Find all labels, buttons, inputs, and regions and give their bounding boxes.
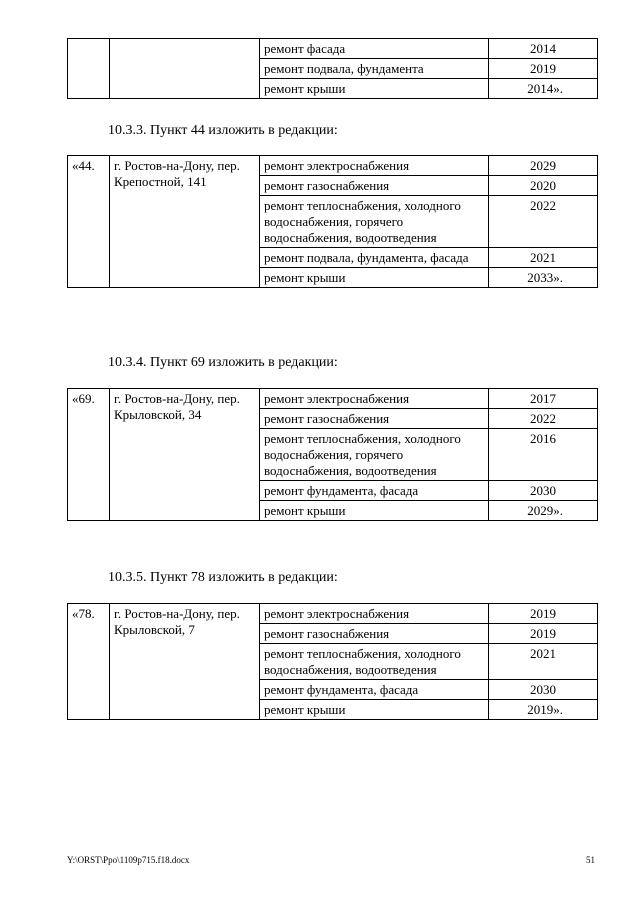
year-cell: 2021 [489, 644, 598, 680]
work-cell: ремонт электроснабжения [260, 156, 489, 176]
section-table [67, 388, 598, 521]
year-cell: 2019 [489, 59, 598, 79]
year-cell: 2014 [489, 39, 598, 59]
address-cell: г. Ростов-на-Дону, пер. Крыловской, 34 [110, 389, 260, 521]
work-cell: ремонт фасада [260, 39, 489, 59]
address-cell: г. Ростов-на-Дону, пер. Крыловской, 7 [110, 604, 260, 720]
section-table [67, 155, 598, 288]
number-cell [68, 39, 110, 99]
year-cell: 2033». [489, 268, 598, 288]
item-number: «44. [68, 156, 110, 288]
page-number: 51 [586, 855, 595, 865]
address-cell [110, 39, 260, 99]
year-cell: 2021 [489, 248, 598, 268]
year-cell: 2022 [489, 196, 598, 248]
work-cell: ремонт подвала, фундамента [260, 59, 489, 79]
item-number: «69. [68, 389, 110, 521]
work-cell: ремонт крыши [260, 501, 489, 521]
section-heading: 10.3.5. Пункт 78 изложить в редакции: [108, 570, 338, 585]
work-cell: ремонт газоснабжения [260, 409, 489, 429]
year-cell: 2022 [489, 409, 598, 429]
year-cell: 2029». [489, 501, 598, 521]
section-table [67, 603, 598, 720]
work-cell: ремонт электроснабжения [260, 389, 489, 409]
year-cell: 2019 [489, 624, 598, 644]
section-heading: 10.3.3. Пункт 44 изложить в редакции: [108, 123, 338, 138]
year-cell: 2030 [489, 481, 598, 501]
year-cell: 2016 [489, 429, 598, 481]
work-cell: ремонт газоснабжения [260, 624, 489, 644]
work-cell: ремонт электроснабжения [260, 604, 489, 624]
work-cell: ремонт крыши [260, 268, 489, 288]
work-cell: ремонт теплоснабжения, холодного водоснабжения, водоотведения [260, 644, 489, 680]
work-cell: ремонт теплоснабжения, холодного водоснабжения, горячего водоснабжения, водоотведения [260, 429, 489, 481]
section-heading: 10.3.4. Пункт 69 изложить в редакции: [108, 355, 338, 370]
year-cell: 2019». [489, 700, 598, 720]
year-cell: 2014». [489, 79, 598, 99]
work-cell: ремонт крыши [260, 700, 489, 720]
year-cell: 2030 [489, 680, 598, 700]
item-number: «78. [68, 604, 110, 720]
year-cell: 2020 [489, 176, 598, 196]
work-cell: ремонт крыши [260, 79, 489, 99]
work-cell: ремонт подвала, фундамента, фасада [260, 248, 489, 268]
table-row [68, 156, 598, 176]
work-cell: ремонт теплоснабжения, холодного водоснабжения, горячего водоснабжения, водоотведения [260, 196, 489, 248]
year-cell: 2019 [489, 604, 598, 624]
footer-file-path: Y:\ORST\Ppo\1109p715.f18.docx [67, 855, 190, 865]
work-cell: ремонт газоснабжения [260, 176, 489, 196]
work-cell: ремонт фундамента, фасада [260, 680, 489, 700]
table-row [68, 389, 598, 409]
year-cell: 2029 [489, 156, 598, 176]
work-cell: ремонт фундамента, фасада [260, 481, 489, 501]
table-row [68, 604, 598, 624]
address-cell: г. Ростов-на-Дону, пер. Крепостной, 141 [110, 156, 260, 288]
year-cell: 2017 [489, 389, 598, 409]
table-row [68, 39, 598, 59]
continued-table [67, 38, 598, 99]
